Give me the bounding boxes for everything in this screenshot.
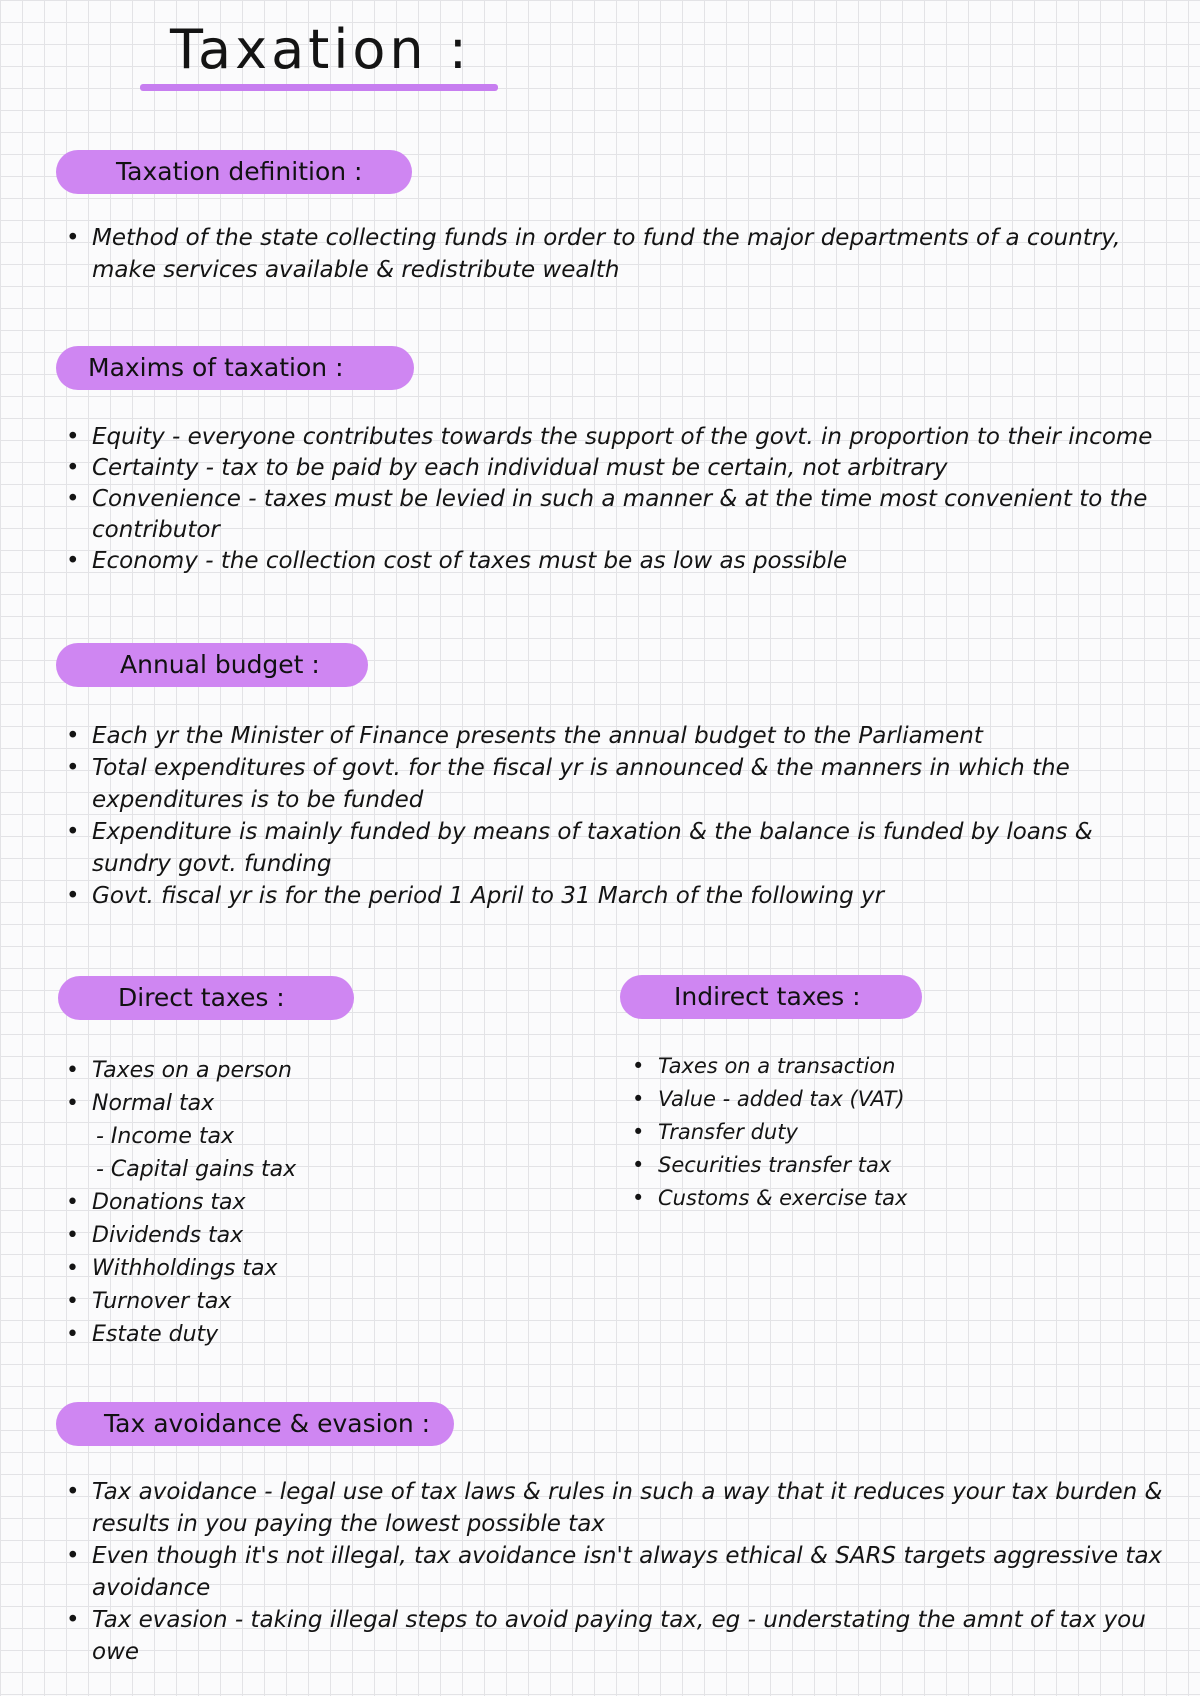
maxims-item: • Convenience - taxes must be levied in such a manner & at the time most convenient to the contributor <box>64 484 1184 546</box>
direct-item: • Withholdings tax <box>64 1252 584 1285</box>
indirect-list <box>630 1050 1170 1215</box>
page-title: Taxation : <box>170 18 471 81</box>
direct-item: • Taxes on a person <box>64 1054 584 1087</box>
avoidance-item: • Tax avoidance - legal use of tax laws & rules in such a way that it reduces your tax burden & results in you paying the lowest possible tax <box>64 1476 1184 1540</box>
avoidance-list <box>64 1476 1184 1668</box>
direct-subitem: - Capital gains tax <box>96 1157 297 1182</box>
budget-list <box>64 720 1164 912</box>
budget-item: • Expenditure is mainly funded by means of taxation & the balance is funded by loans & sundry govt. funding <box>64 816 1164 880</box>
direct-heading: Direct taxes : <box>58 976 354 1020</box>
definition-heading: Taxation definition : <box>56 150 412 194</box>
maxims-heading: Maxims of taxation : <box>56 346 414 390</box>
indirect-heading: Indirect taxes : <box>620 975 922 1019</box>
direct-item: • Estate duty <box>64 1318 584 1351</box>
direct-item: • Normal tax <box>64 1087 584 1120</box>
direct-list <box>64 1054 584 1351</box>
avoidance-item: • Tax evasion - taking illegal steps to avoid paying tax, eg - understating the amnt of tax you owe <box>64 1604 1184 1668</box>
maxims-list <box>64 422 1184 577</box>
direct-item: • Dividends tax <box>64 1219 584 1252</box>
avoidance-heading: Tax avoidance & evasion : <box>56 1402 454 1446</box>
budget-item: • Govt. fiscal yr is for the period 1 April to 31 March of the following yr <box>64 880 1164 912</box>
direct-subitem: - Income tax <box>96 1124 235 1149</box>
indirect-item: • Value - added tax (VAT) <box>630 1083 1170 1116</box>
maxims-item: • Economy - the collection cost of taxes must be as low as possible <box>64 546 1184 577</box>
maxims-item: • Certainty - tax to be paid by each individual must be certain, not arbitrary <box>64 453 1184 484</box>
title-underline <box>140 84 498 91</box>
budget-item: • Total expenditures of govt. for the fiscal yr is announced & the manners in which the expenditures is to be funded <box>64 752 1164 816</box>
direct-item: • Turnover tax <box>64 1285 584 1318</box>
indirect-item: • Securities transfer tax <box>630 1149 1170 1182</box>
indirect-item: • Taxes on a transaction <box>630 1050 1170 1083</box>
budget-item: • Each yr the Minister of Finance presents the annual budget to the Parliament <box>64 720 1164 752</box>
definition-item: • Method of the state collecting funds in order to fund the major departments of a country, make services available & redistribute wealth <box>64 222 1144 286</box>
budget-heading: Annual budget : <box>56 643 368 687</box>
indirect-item: • Transfer duty <box>630 1116 1170 1149</box>
definition-list <box>64 222 1144 286</box>
direct-item: • Donations tax <box>64 1186 584 1219</box>
indirect-item: • Customs & exercise tax <box>630 1182 1170 1215</box>
maxims-item: • Equity - everyone contributes towards the support of the govt. in proportion to their income <box>64 422 1184 453</box>
avoidance-item: • Even though it's not illegal, tax avoidance isn't always ethical & SARS targets aggressive tax avoidance <box>64 1540 1184 1604</box>
